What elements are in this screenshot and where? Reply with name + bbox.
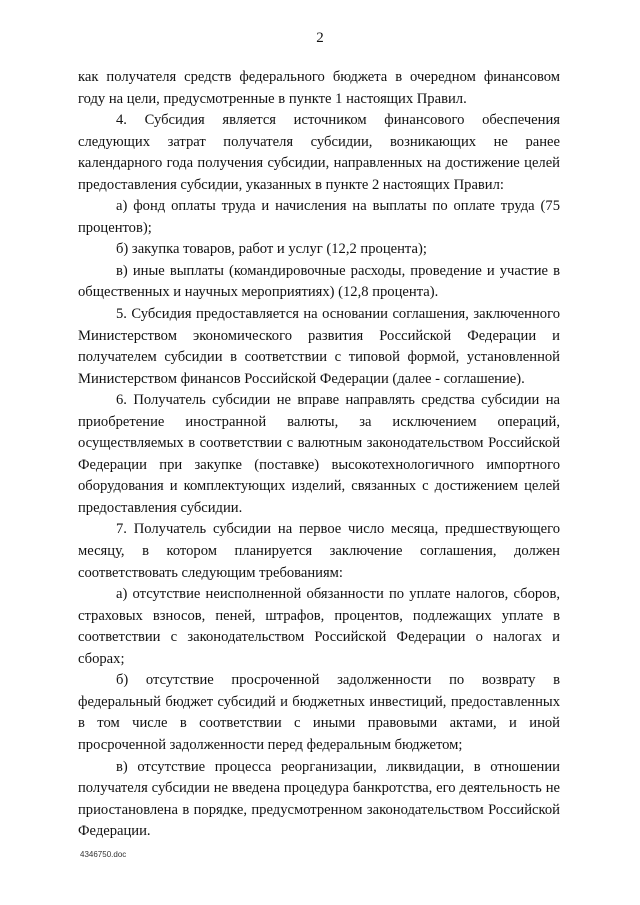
footer-doc-id: 4346750.doc — [80, 850, 127, 859]
paragraph-item-4: 4. Субсидия является источником финансового обеспечения следующих затрат получателя субсидии, возникающих не ранее календарного года получения субсидии, направленных на достижение целей предоставления субсидии, указанных в пункте 2 настоящих Правил: — [78, 112, 560, 193]
paragraph-item-6: 6. Получатель субсидии не вправе направлять средства субсидии на приобретение иностранной валюты, за исключением операций, осуществляемых в соответствии с валютным законодательством Российской Федерации при закупке (поставке) высокотехнологичного импортного оборудования и комплектующих изделий, связанных с достижением целей предоставления субсидии. — [78, 392, 560, 516]
paragraph-item-4c: в) иные выплаты (командировочные расходы, проведение и участие в общественных и научных мероприятиях) (12,8 процента). — [78, 262, 560, 301]
paragraph-item-4b: б) закупка товаров, работ и услуг (12,2 процента); — [116, 241, 427, 258]
paragraph-item-7a: а) отсутствие неисполненной обязанности по уплате налогов, сборов, страховых взносов, пеней, штрафов, процентов, подлежащих уплате в соответствии с законодательством Российской Федерации о налогах и сборах; — [78, 586, 560, 667]
paragraph-item-5: 5. Субсидия предоставляется на основании соглашения, заключенного Министерством экономического развития Российской Федерации и получателем субсидии в соответствии с типовой формой, установленной Министерством финансов Российской Федерации (далее - соглашение). — [78, 306, 560, 387]
paragraph-item-7b: б) отсутствие просроченной задолженности по возврату в федеральный бюджет субсидий и бюджетных инвестиций, предоставленных в том числе в соответствии с иными правовыми актами, и иной просроченной задолженности перед федеральным бюджетом; — [78, 672, 560, 753]
paragraph-item-7: 7. Получатель субсидии на первое число месяца, предшествующего месяцу, в котором планируется заключение соглашения, должен соответствовать следующим требованиям: — [78, 521, 560, 581]
paragraph-continuation: как получателя средств федерального бюджета в очередном финансовом году на цели, предусмотренные в пункте 1 настоящих Правил. — [78, 69, 560, 107]
paragraph-item-7c: в) отсутствие процесса реорганизации, ликвидации, в отношении получателя субсидии не введена процедура банкротства, его деятельность не приостановлена в порядке, предусмотренном законодательством Российской Федерации. — [78, 758, 560, 840]
page-number: 2 — [316, 30, 324, 46]
document-body — [78, 67, 560, 843]
paragraph-item-4a: а) фонд оплаты труда и начисления на выплаты по оплате труда (75 процентов); — [78, 198, 560, 236]
